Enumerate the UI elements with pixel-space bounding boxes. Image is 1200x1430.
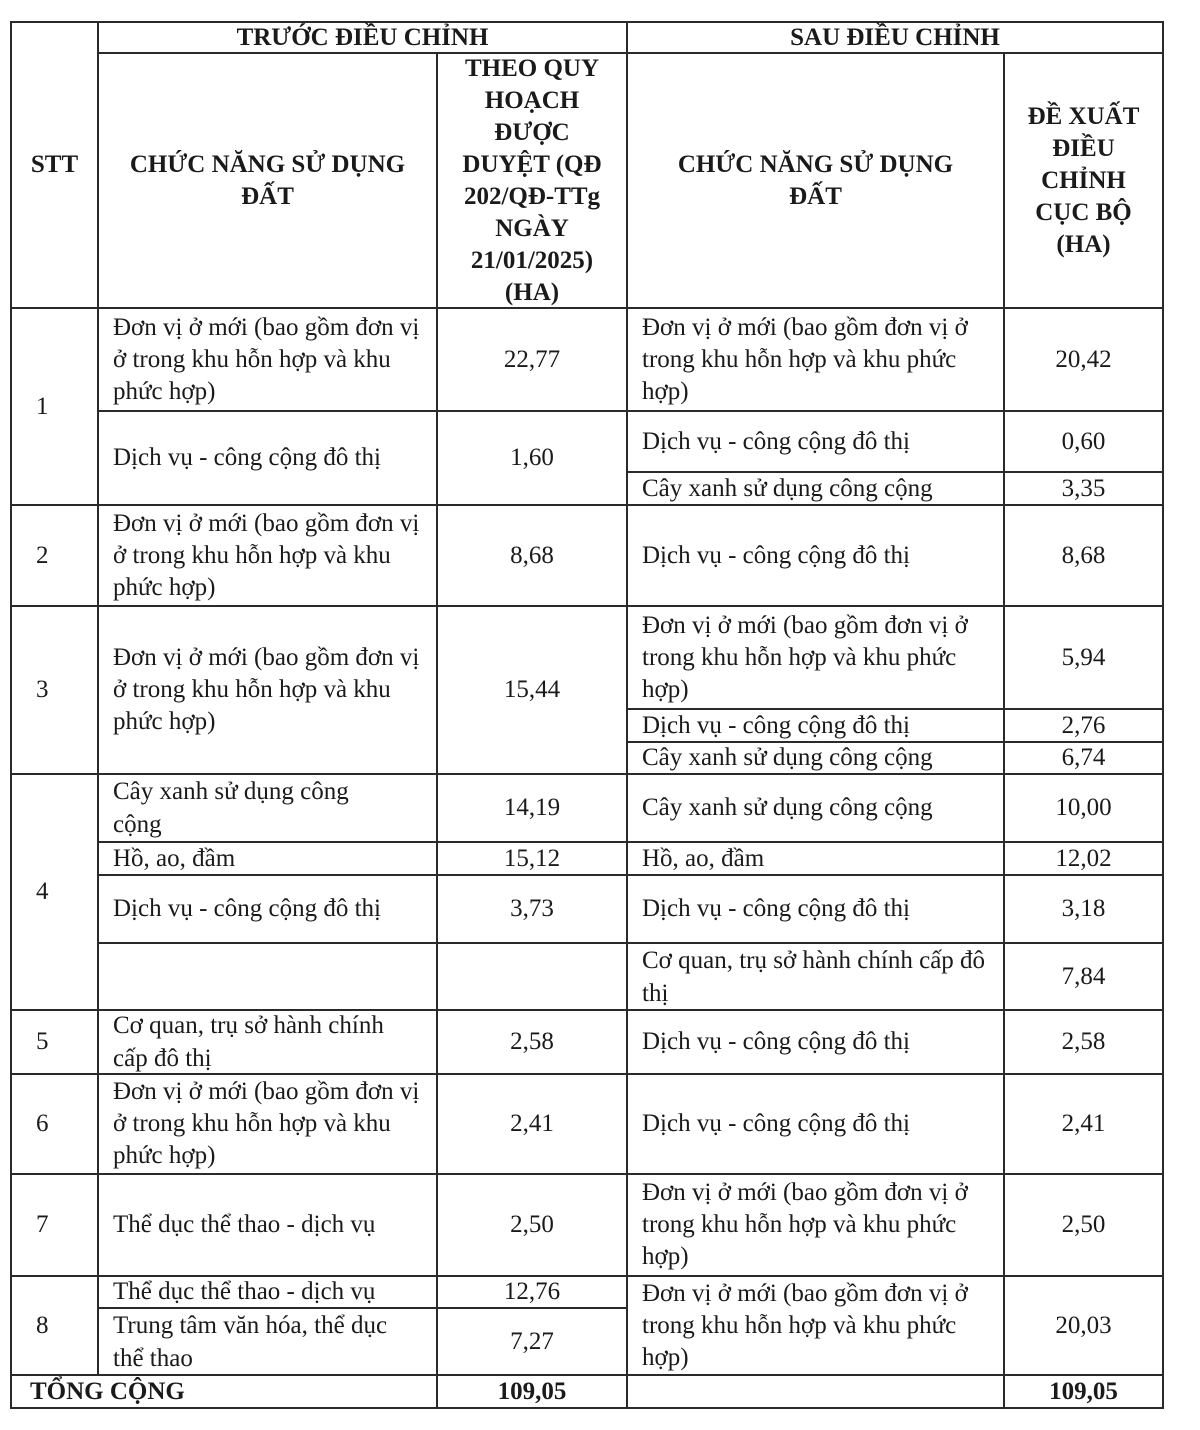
row-8-after-function-1: Đơn vị ở mới (bao gồm đơn vị ở trong khu hỗn hợp và khu phức hợp) (642, 1279, 968, 1371)
row-8-before-area-1: 12,76 (503, 1278, 561, 1305)
row-5-before-function-1: Cơ quan, trụ sở hành chính cấp đô thị (113, 1012, 384, 1072)
row-4-after-function-4: Cơ quan, trụ sở hành chính cấp đô thị (642, 946, 986, 1007)
row-4-after-area-3: 3,18 (1061, 895, 1106, 922)
header-stt: STT (30, 151, 79, 178)
row-4-stt: 4 (36, 878, 49, 905)
row-2-stt: 2 (36, 541, 49, 569)
header-after-group: SAU ĐIỀU CHỈNH (790, 23, 1000, 51)
row-6-stt: 6 (36, 1110, 49, 1137)
row-4-after-area-1: 10,00 (1055, 794, 1112, 821)
row-7-before-function-1: Thể dục thể thao - dịch vụ (113, 1211, 376, 1238)
row-3-after-area-2: 2,76 (1061, 711, 1106, 739)
row-6-after-function-1: Dịch vụ - công cộng đô thị (642, 1110, 911, 1137)
row-4-before-area-4 (438, 944, 626, 1009)
row-4-before-function-2: Hồ, ao, đầm (113, 844, 236, 872)
row-4-before-area-3: 3,73 (510, 895, 554, 922)
row-3-after-function-1: Đơn vị ở mới (bao gồm đơn vị ở trong khu hỗn hợp và khu phức hợp) (642, 611, 968, 703)
row-4-before-function-4 (99, 944, 436, 1009)
row-4-after-function-2: Hồ, ao, đầm (642, 844, 765, 872)
row-2-after-function-1: Dịch vụ - công cộng đô thị (642, 541, 911, 569)
total-after-function (628, 1376, 1003, 1407)
row-4-before-function-3: Dịch vụ - công cộng đô thị (113, 895, 382, 922)
row-1-before-area-2: 1,60 (510, 444, 554, 471)
row-6-before-area-1: 2,41 (510, 1110, 554, 1137)
row-3-before-function-1: Đơn vị ở mới (bao gồm đơn vị ở trong khu hỗn hợp và khu phức hợp) (113, 644, 420, 735)
row-2-after-area-1: 8,68 (1061, 541, 1106, 569)
row-6-before-function-1: Đơn vị ở mới (bao gồm đơn vị ở trong khu hỗn hợp và khu phức hợp) (113, 1078, 420, 1169)
header-before-function: CHỨC NĂNG SỬ DỤNG ĐẤT (129, 150, 406, 210)
total-label: TỔNG CỘNG (30, 1377, 185, 1405)
row-3-after-area-1: 5,94 (1061, 643, 1106, 671)
row-1-after-function-3: Cây xanh sử dụng công cộng (642, 474, 933, 502)
row-5-after-area-1: 2,58 (1061, 1028, 1106, 1055)
total-after-area: 109,05 (1049, 1377, 1118, 1405)
row-7-after-area-1: 2,50 (1061, 1211, 1106, 1238)
row-7-after-function-1: Đơn vị ở mới (bao gồm đơn vị ở trong khu hỗn hợp và khu phức hợp) (642, 1179, 968, 1270)
row-1-before-area-1: 22,77 (503, 345, 561, 373)
row-1-before-function-1: Đơn vị ở mới (bao gồm đơn vị ở trong khu hỗn hợp và khu phức hợp) (113, 313, 420, 405)
row-1-before-function-2: Dịch vụ - công cộng đô thị (113, 444, 382, 471)
row-3-stt: 3 (36, 676, 49, 703)
row-1-after-area-1: 20,42 (1055, 345, 1112, 373)
header-after-function: CHỨC NĂNG SỬ DỤNG ĐẤT (677, 150, 954, 210)
row-4-after-function-3: Dịch vụ - công cộng đô thị (642, 895, 911, 922)
row-8-before-function-1: Thể dục thể thao - dịch vụ (113, 1278, 376, 1305)
row-3-after-function-2: Dịch vụ - công cộng đô thị (642, 711, 911, 739)
row-4-before-area-1: 14,19 (503, 794, 561, 821)
row-4-after-area-2: 12,02 (1055, 844, 1112, 872)
row-7-before-area-1: 2,50 (510, 1211, 554, 1238)
row-3-after-area-3: 6,74 (1061, 744, 1106, 771)
row-6-after-area-1: 2,41 (1061, 1110, 1106, 1137)
row-4-before-area-2: 15,12 (503, 844, 561, 872)
row-1-after-function-2: Dịch vụ - công cộng đô thị (642, 427, 911, 455)
row-7-stt: 7 (36, 1211, 49, 1238)
row-3-before-area-1: 15,44 (503, 676, 561, 703)
row-8-after-area-1: 20,03 (1055, 1311, 1112, 1339)
header-before-area: THEO QUY HOẠCH ĐƯỢC DUYỆT (QĐ 202/QĐ-TTg NGÀY 21/01/2025) (HA) (462, 54, 602, 306)
table-border-right (1162, 21, 1164, 1409)
row-2-before-area-1: 8,68 (510, 541, 554, 569)
header-after-area: ĐỀ XUẤT ĐIỀU CHỈNH CỤC BỘ (HA) (1027, 102, 1140, 258)
header-before-group: TRƯỚC ĐIỀU CHỈNH (236, 23, 489, 51)
row-3-after-function-3: Cây xanh sử dụng công cộng (642, 744, 933, 771)
row-5-after-function-1: Dịch vụ - công cộng đô thị (642, 1028, 911, 1055)
row-4-after-area-4: 7,84 (1061, 962, 1106, 990)
row-5-before-area-1: 2,58 (510, 1028, 554, 1055)
row-8-stt: 8 (36, 1311, 49, 1339)
row-4-after-function-1: Cây xanh sử dụng công cộng (642, 794, 933, 821)
row-8-before-area-2: 7,27 (510, 1327, 554, 1355)
row-4-before-function-1: Cây xanh sử dụng công cộng (113, 778, 349, 838)
row-1-stt: 1 (36, 392, 49, 420)
total-before-area: 109,05 (497, 1377, 567, 1405)
row-8-before-function-2: Trung tâm văn hóa, thể dục thể thao (113, 1311, 388, 1372)
row-1-after-area-2: 0,60 (1061, 427, 1106, 455)
row-2-before-function-1: Đơn vị ở mới (bao gồm đơn vị ở trong khu hỗn hợp và khu phức hợp) (113, 509, 420, 601)
row-5-stt: 5 (36, 1028, 49, 1055)
row-1-after-function-1: Đơn vị ở mới (bao gồm đơn vị ở trong khu hỗn hợp và khu phức hợp) (642, 313, 968, 405)
row-1-after-area-3: 3,35 (1061, 474, 1106, 502)
